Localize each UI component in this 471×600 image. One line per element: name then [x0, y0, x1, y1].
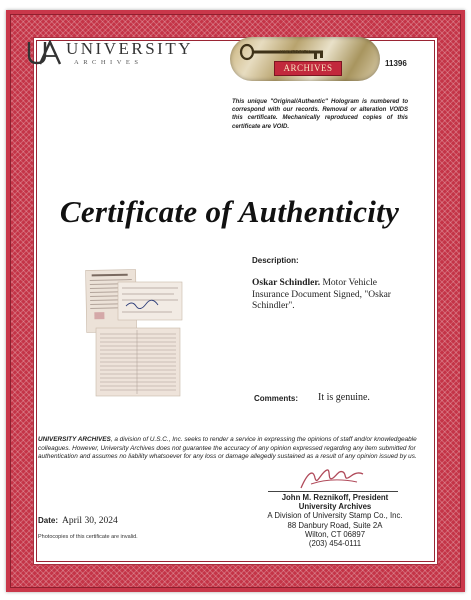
certificate-title: Certificate of Authenticity: [59, 194, 400, 229]
comments-value: It is genuine.: [318, 392, 370, 403]
disclaimer-company: UNIVERSITY ARCHIVES: [38, 436, 111, 443]
hologram-note: This unique "Original/Authentic" Hologram is numbered to correspond with our records. Removal or alteration VOIDS this certificate. Mechanically reproduced copies of this certificate are VOID.: [232, 99, 408, 130]
signed-document-photo: [82, 268, 184, 398]
signer-block: [250, 493, 420, 548]
signer-org: University Archives: [298, 502, 372, 512]
signer-address-line2: Wilton, CT 06897: [304, 529, 366, 539]
disclaimer-text: [38, 436, 434, 462]
signature-line: [268, 491, 398, 492]
description-subject: Oskar Schindler.: [252, 278, 321, 288]
handwritten-signature: [297, 464, 367, 494]
certificate-date: [38, 516, 118, 526]
ua-monogram-icon: [26, 40, 62, 66]
university-archives-logo: [26, 40, 193, 66]
date-label: Date:: [38, 516, 59, 525]
disclaimer-body: , a division of U.S.C., Inc. seeks to render a service in expressing the opinions of staff and/or knowledgeable colleagues. However, University Archives does not guarantee the accuracy of any opinion expressed regarding any item submitted for authentication and assumes no liability whatsoever for any loss or damage allegedly sustained as a result of any opinion issued by us.: [38, 436, 417, 461]
description-text: Motor Vehicle Insurance Document Signed, "Oskar Schindler".: [252, 278, 391, 311]
logo-brand-main: UNIVERSITY: [66, 39, 193, 58]
hologram-university-text: UNIVERSITY: [280, 49, 311, 54]
logo-brand-sub: ARCHIVES: [74, 59, 143, 66]
signer-address-line1: 88 Danbury Road, Suite 2A: [287, 520, 383, 530]
comments-label: Comments:: [254, 394, 299, 403]
hologram-serial-number: 11396: [385, 59, 407, 68]
signer-phone: (203) 454-0111: [308, 539, 362, 549]
description-value: [252, 278, 392, 313]
signer-division: A Division of University Stamp Co., Inc.: [267, 511, 403, 521]
signer-name: John M. Reznikoff, President: [281, 493, 389, 502]
date-value: April 30, 2024: [62, 516, 118, 526]
authenticity-hologram: [230, 37, 380, 81]
photocopy-notice: Photocopies of this certificate are invalid.: [38, 534, 138, 540]
hologram-banner: ARCHIVES: [274, 61, 342, 76]
description-label: Description:: [252, 256, 299, 265]
